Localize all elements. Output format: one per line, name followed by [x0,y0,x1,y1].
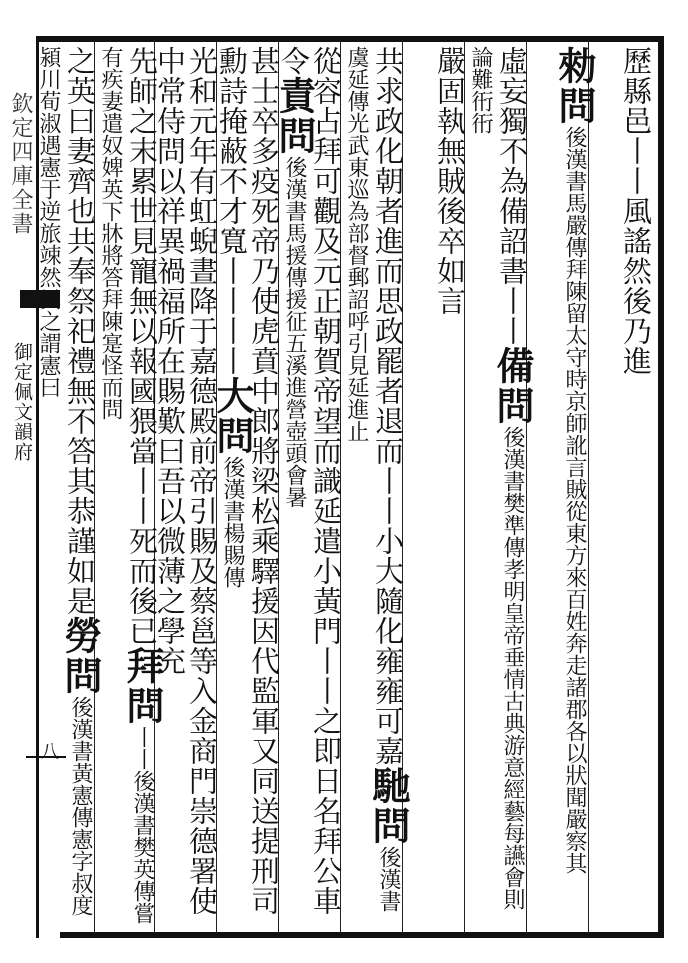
annotation-text: 後漢書馬援傳援征五溪進營壺頭會暑 [282,156,307,508]
book-title: 欽定四庫全書 [8,92,33,236]
text-column-10 [36,46,103,928]
text-column-4 [404,46,466,928]
text-column-7 [210,46,281,928]
body-text: 甚士卒多疫死帝乃使虎賁中郎將梁松乘驛援因代監軍又同送提刑司勳詩掩蔽不才寬丨丨丨丨 [215,46,281,916]
text-column-2 [528,46,597,928]
headword: 備問 [490,346,535,426]
headword: 責問 [272,76,317,156]
annotation-text: 後漢書樊準傳孝明皇帝垂情古典游意經藝每讌會則論難衎衎 [468,46,525,910]
text-column-8 [153,46,219,928]
body-text: 之英曰妻齊也共奉祭祀禮無不答其恭謹如是 [63,46,97,616]
headword: 拜問 [120,646,165,726]
text-column-5 [342,46,411,928]
body-text: 虛妄獨不為備詔書丨丨 [495,46,529,346]
headword: 大問 [210,376,255,456]
body-text: 共求政化朝者進而思政罷者退而丨丨小大隨化雍雍可嘉 [371,46,405,766]
body-text: 光和元年有虹蜺晝降于嘉德殿前帝引賜及蔡邕等入金商門崇德署使中常侍問以祥異禍福所在賜歎曰吾以微薄之學充 [153,46,219,916]
body-text: 先師之末累世見寵無以報國猥當丨丨死而後已 [125,46,159,646]
annotation-text: 後漢書虞延傳光武東巡為部督郵詔呼引見延進止 [344,46,401,912]
body-text: 從容占拜可觀及元正朝賀帝望而識延遣小黃門丨丨之即日名拜公車令 [277,46,343,916]
annotation-text: 丨丨後漢書樊英傳嘗有疾妻遣奴婢英下牀將答拜陳寔怪而問 [98,46,155,924]
annotation-text: 後漢書馬嚴傳拜陳留太守時京師訛言賊從東方來百姓奔走諸郡各以狀聞嚴察其 [562,126,587,874]
frame-bottom-rule [60,932,664,938]
annotation-text: 後漢書楊賜傳 [220,456,245,588]
headword: 勞問 [58,616,103,696]
body-text: 歷縣邑丨丨風謠然後乃進 [619,46,653,376]
text-column-1 [590,46,652,928]
text-column-3 [466,46,535,928]
text-column-9 [96,46,165,928]
frame-top-rule [36,36,664,42]
section-title: 御定佩文韻府 [11,342,33,462]
annotation-text: 後漢書黃憲傳憲字叔度潁川荀淑遇憲于逆旅竦然異之謂憲曰 [36,46,93,916]
text-column-6 [272,46,343,928]
frame-right-rule [658,36,664,938]
headword: 馳問 [366,766,411,846]
headword: 勑問 [552,46,597,126]
page-number: 八 [38,742,59,760]
body-text: 嚴固執無賊後卒如言 [433,46,467,316]
